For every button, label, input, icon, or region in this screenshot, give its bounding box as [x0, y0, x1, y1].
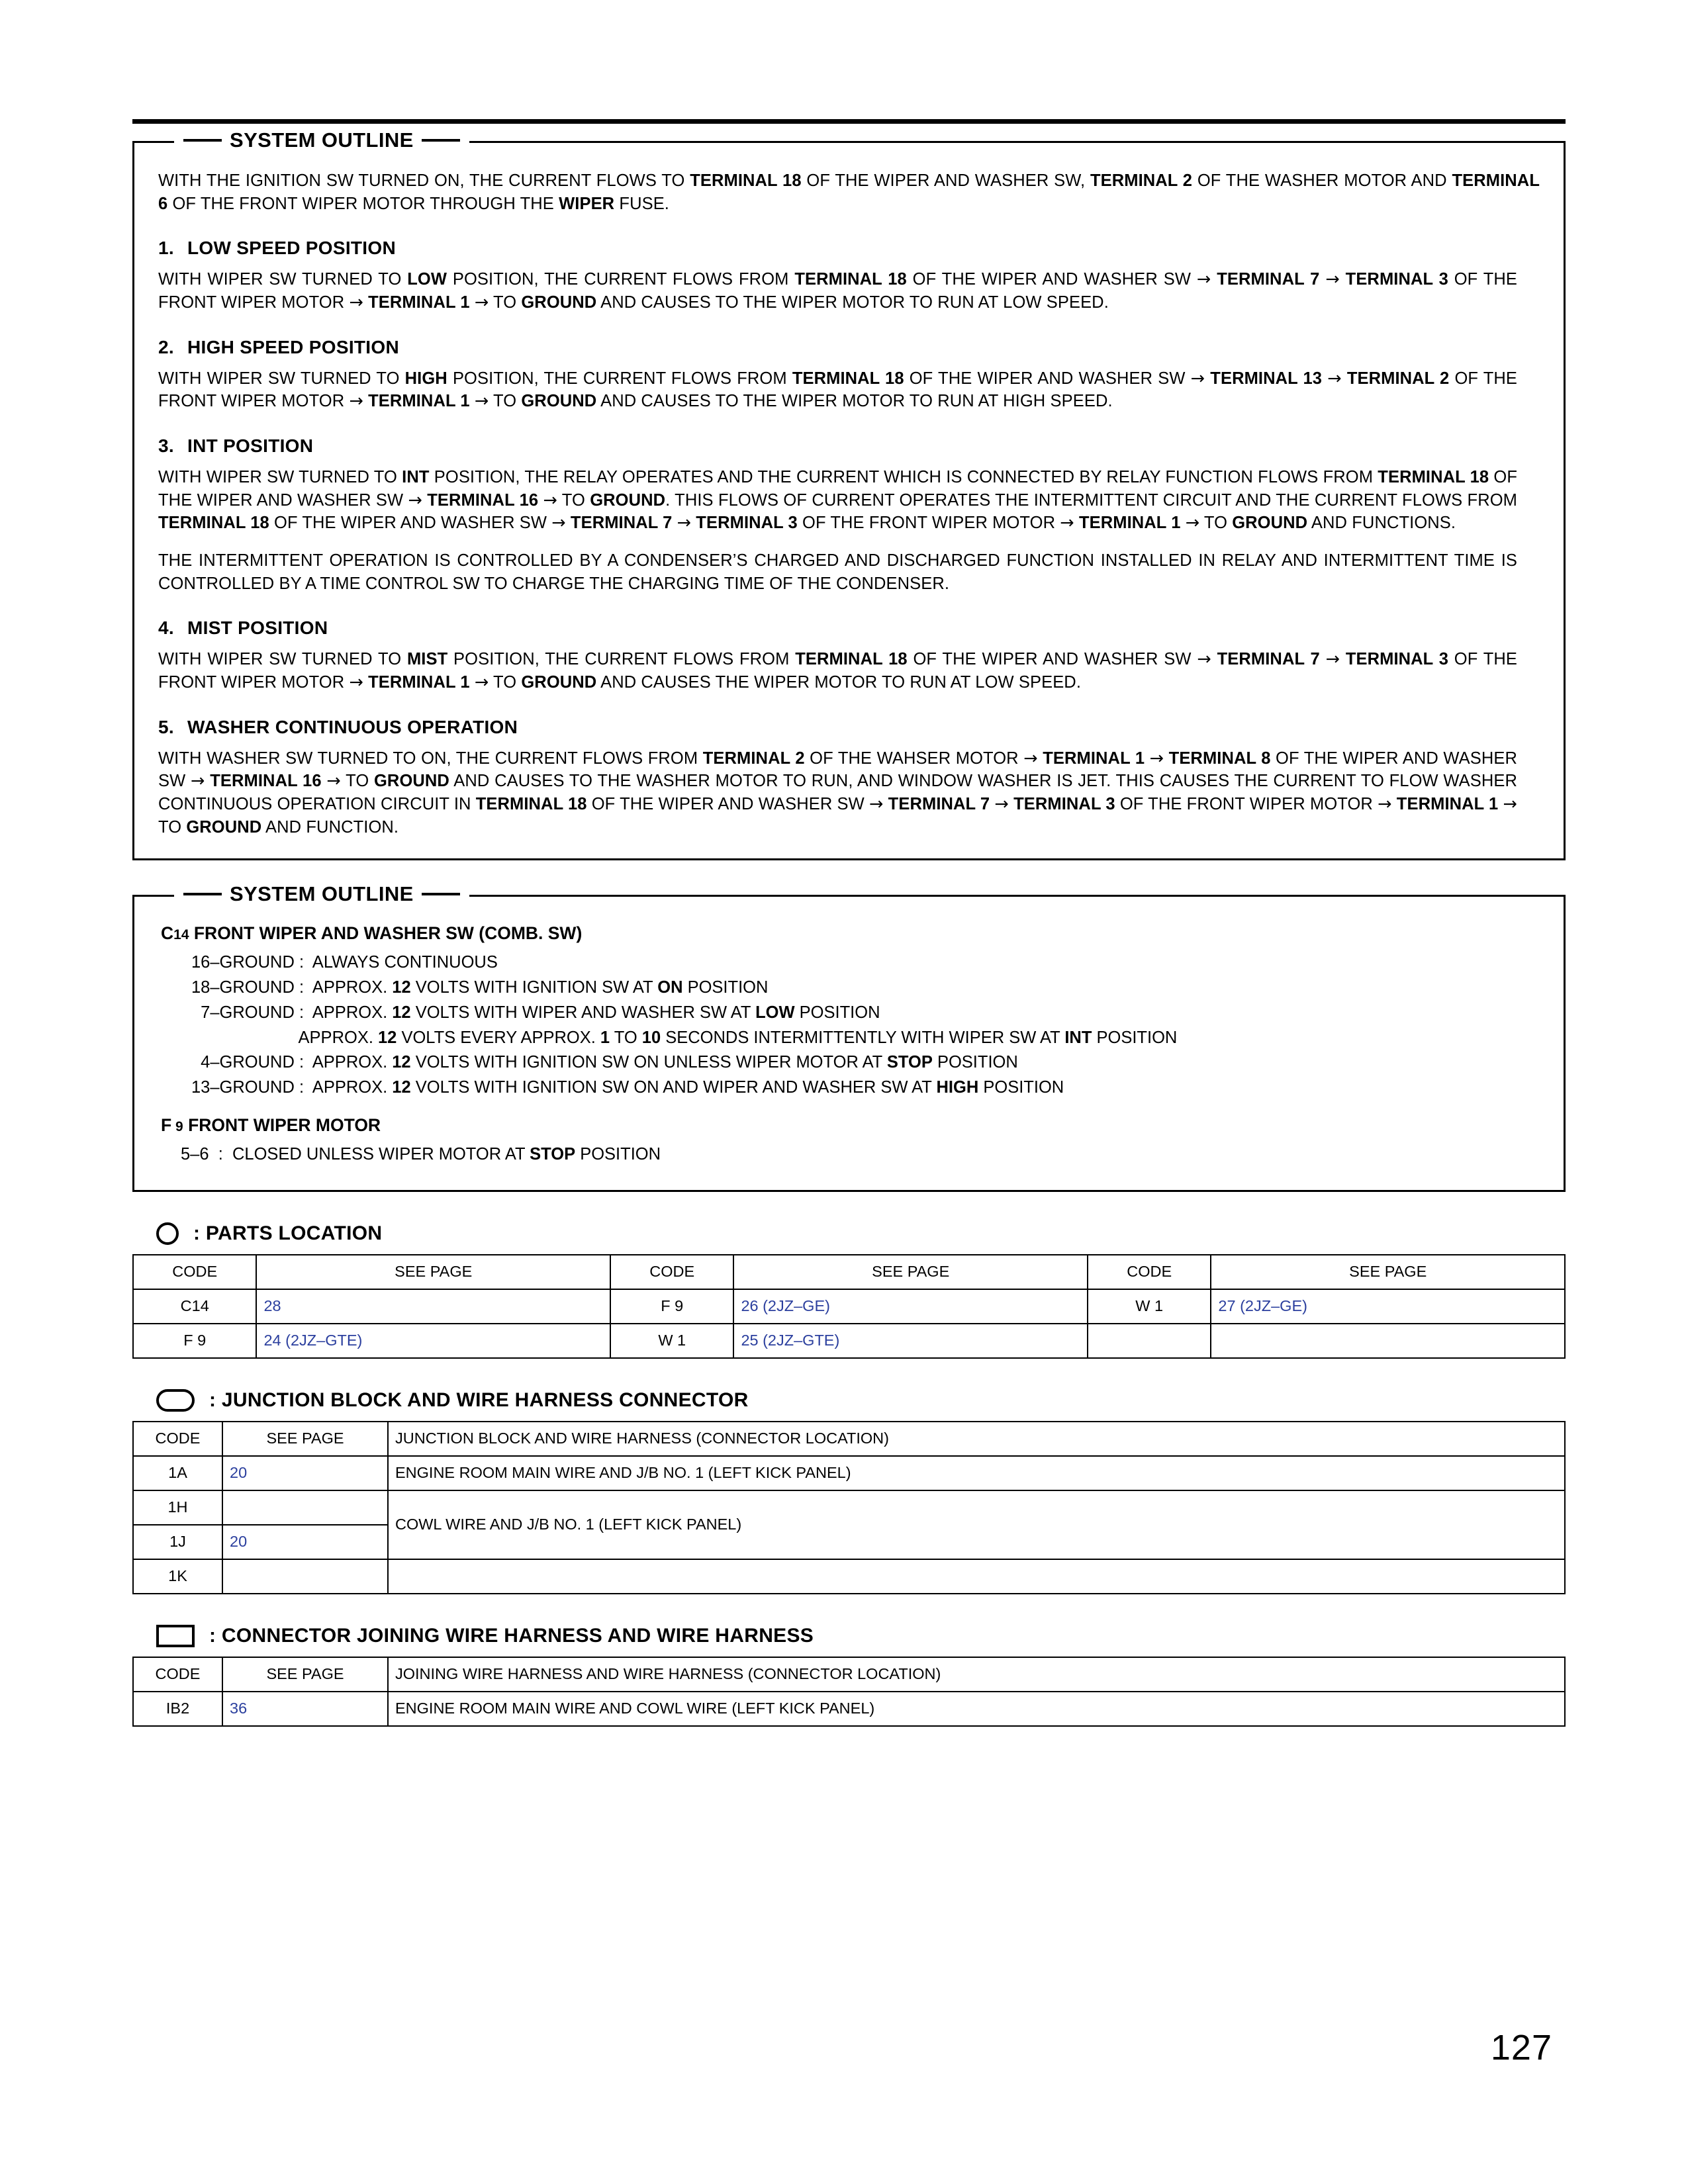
cell-seepage — [222, 1559, 388, 1594]
header-seepage: SEE PAGE — [222, 1657, 388, 1692]
item-3-number: 3. — [158, 435, 174, 457]
connector-f9-code: F 9 — [161, 1115, 183, 1135]
header-location: JOINING WIRE HARNESS AND WIRE HARNESS (CONNECTOR LOCATION) — [388, 1657, 1565, 1692]
junction-block-table — [132, 1421, 1566, 1594]
connector-f9-name: FRONT WIPER MOTOR — [188, 1115, 381, 1135]
parts-location-table — [132, 1254, 1566, 1359]
terminal-values-section — [132, 882, 1566, 1191]
header-seepage-1: SEE PAGE — [256, 1255, 610, 1289]
connector-joining-legend — [132, 1625, 1566, 1647]
cell-seepage[interactable]: 28 — [256, 1289, 610, 1324]
cell-code: F 9 — [610, 1289, 733, 1324]
table-row — [133, 1289, 1565, 1324]
table-header-row — [133, 1657, 1565, 1692]
cell-seepage[interactable]: 20 — [222, 1456, 388, 1490]
cell-seepage[interactable]: 25 (2JZ–GTE) — [733, 1324, 1088, 1358]
cell-seepage[interactable]: 20 — [222, 1525, 388, 1559]
item-5-paragraph: WITH WASHER SW TURNED TO ON, THE CURRENT FLOWS FROM TERMINAL 2 OF THE WAHSER MOTOR → TERMINAL 1 → TERMINAL 8 OF THE WIPER AND WASHER SW → TERMINAL 16 → TO GROUND AND CAUSES TO THE WASHER MOTOR TO RUN, AND WINDOW WASHER IS JET. THIS CAUSES THE CURRENT TO FLOW WASHER CONTINUOUS OPERATION CIRCUIT IN TERMINAL 18 OF THE WIPER AND WASHER SW → TERMINAL 7 → TERMINAL 3 OF THE FRONT WIPER MOTOR → TERMINAL 1 → TO GROUND AND FUNCTION. — [158, 748, 1518, 837]
outline-item-2 — [158, 337, 1540, 413]
table-row — [133, 1324, 1565, 1358]
connector-c14-code: C14 — [161, 923, 189, 944]
parts-location-legend — [132, 1222, 1566, 1245]
circle-icon — [156, 1222, 179, 1245]
item-4-number: 4. — [158, 617, 174, 639]
item-3-title: INT POSITION — [187, 435, 314, 457]
item-2-number: 2. — [158, 336, 174, 357]
cell-code: W 1 — [1088, 1289, 1211, 1324]
top-rule — [132, 119, 1566, 124]
header-code-1: CODE — [133, 1255, 256, 1289]
terminal-values-title: SYSTEM OUTLINE — [230, 882, 414, 906]
table-row — [133, 1692, 1565, 1726]
cell-location: COWL WIRE AND J/B NO. 1 (LEFT KICK PANEL) — [388, 1490, 1565, 1559]
cell-code: 1A — [133, 1456, 222, 1490]
outline-item-5 — [158, 717, 1540, 839]
item-3-paragraph-2: THE INTERMITTENT OPERATION IS CONTROLLED BY A CONDENSER’S CHARGED AND DISCHARGED FUNCTION INSTALLED IN RELAY AND INTERMITTENT TIME IS CONTROLLED BY A TIME CONTROL SW TO CHARGE THE CHARGING TIME OF THE CONDENSER. — [158, 551, 1517, 593]
header-code: CODE — [133, 1657, 222, 1692]
connector-f9-lines — [181, 1142, 1540, 1167]
page-number: 127 — [1490, 2028, 1552, 2068]
cell-code — [1088, 1324, 1211, 1358]
terminal-values-body — [134, 897, 1564, 1189]
parts-location-label: : PARTS LOCATION — [193, 1222, 383, 1244]
item-1-title: LOW SPEED POSITION — [187, 238, 396, 259]
title-dash-left-2 — [183, 893, 222, 895]
item-3-heading — [158, 435, 1540, 457]
header-code-2: CODE — [610, 1255, 733, 1289]
cell-seepage[interactable]: 26 (2JZ–GE) — [733, 1289, 1088, 1324]
rect-icon — [156, 1625, 195, 1647]
cell-code: W 1 — [610, 1324, 733, 1358]
connector-c14-lines — [191, 950, 1540, 1100]
item-4-title: MIST POSITION — [187, 617, 328, 639]
item-4-heading — [158, 617, 1540, 639]
junction-block-legend — [132, 1389, 1566, 1412]
cell-code: 1J — [133, 1525, 222, 1559]
terminal-values-title-wrap — [174, 882, 469, 906]
cell-location: ENGINE ROOM MAIN WIRE AND COWL WIRE (LEFT KICK PANEL) — [388, 1692, 1565, 1726]
item-3-paragraph-1: WITH WIPER SW TURNED TO INT POSITION, THE RELAY OPERATES AND THE CURRENT WHICH IS CONNECTED BY RELAY FUNCTION FLOWS FROM TERMINAL 18 OF THE WIPER AND WASHER SW → TERMINAL 16 → TO GROUND. THIS FLOWS OF CURRENT OPERATES THE INTERMITTENT CIRCUIT AND THE CURRENT FLOWS FROM TERMINAL 18 OF THE WIPER AND WASHER SW → TERMINAL 7 → TERMINAL 3 OF THE FRONT WIPER MOTOR → TERMINAL 1 → TO GROUND AND FUNCTIONS. — [158, 468, 1518, 533]
cell-seepage[interactable]: 27 (2JZ–GE) — [1211, 1289, 1565, 1324]
outline-item-3 — [158, 435, 1540, 595]
cell-code: F 9 — [133, 1324, 256, 1358]
page-content — [132, 119, 1566, 1727]
item-5-heading — [158, 717, 1540, 738]
table-row — [133, 1490, 1565, 1525]
item-1-number: 1. — [158, 238, 174, 259]
item-2-paragraph: WITH WIPER SW TURNED TO HIGH POSITION, THE CURRENT FLOWS FROM TERMINAL 18 OF THE WIPER AND WASHER SW → TERMINAL 13 → TERMINAL 2 OF THE FRONT WIPER MOTOR → TERMINAL 1 → TO GROUND AND CAUSES TO THE WIPER MOTOR TO RUN AT HIGH SPEED. — [158, 368, 1518, 412]
cell-seepage — [222, 1490, 388, 1525]
header-seepage-2: SEE PAGE — [733, 1255, 1088, 1289]
table-row — [133, 1559, 1565, 1594]
item-2-title: HIGH SPEED POSITION — [187, 336, 399, 357]
intro-paragraph: WITH THE IGNITION SW TURNED ON, THE CURRENT FLOWS TO TERMINAL 18 OF THE WIPER AND WASHER SW, TERMINAL 2 OF THE WASHER MOTOR AND TERMINAL 6 OF THE FRONT WIPER MOTOR THROUGH THE WIPER FUSE. — [158, 171, 1540, 213]
connector-f9-heading — [161, 1115, 1540, 1136]
item-5-number: 5. — [158, 716, 174, 737]
c14-line-3: 7–GROUND : APPROX. 12 VOLTS WITH WIPER AND WASHER SW AT LOW POSITION — [191, 1003, 880, 1022]
header-seepage-3: SEE PAGE — [1211, 1255, 1565, 1289]
cell-code: 1K — [133, 1559, 222, 1594]
oval-icon — [156, 1389, 195, 1412]
item-1-heading — [158, 238, 1540, 259]
cell-seepage[interactable]: 24 (2JZ–GTE) — [256, 1324, 610, 1358]
item-1-paragraph: WITH WIPER SW TURNED TO LOW POSITION, THE CURRENT FLOWS FROM TERMINAL 18 OF THE WIPER AND WASHER SW → TERMINAL 7 → TERMINAL 3 OF THE FRONT WIPER MOTOR → TERMINAL 1 → TO GROUND AND CAUSES TO THE WIPER MOTOR TO RUN AT LOW SPEED. — [158, 269, 1518, 313]
cell-seepage[interactable]: 36 — [222, 1692, 388, 1726]
system-outline-title-wrap — [174, 128, 469, 152]
connector-c14-heading — [161, 923, 1540, 944]
title-dash-right — [422, 139, 460, 142]
c14-line-2: 18–GROUND : APPROX. 12 VOLTS WITH IGNITION SW AT ON POSITION — [191, 978, 769, 997]
system-outline-title: SYSTEM OUTLINE — [230, 128, 414, 152]
connector-joining-table — [132, 1657, 1566, 1727]
c14-line-5: 4–GROUND : APPROX. 12 VOLTS WITH IGNITION SW ON UNLESS WIPER MOTOR AT STOP POSITION — [191, 1053, 1018, 1072]
table-header-row — [133, 1422, 1565, 1456]
cell-seepage — [1211, 1324, 1565, 1358]
c14-line-4: APPROX. 12 VOLTS EVERY APPROX. 1 TO 10 SECONDS INTERMITTENTLY WITH WIPER SW AT INT POSITION — [191, 1028, 1178, 1047]
f9-line-1: 5–6 : CLOSED UNLESS WIPER MOTOR AT STOP POSITION — [181, 1144, 661, 1163]
cell-location: ENGINE ROOM MAIN WIRE AND J/B NO. 1 (LEFT KICK PANEL) — [388, 1456, 1565, 1490]
header-code: CODE — [133, 1422, 222, 1456]
item-4-paragraph: WITH WIPER SW TURNED TO MIST POSITION, THE CURRENT FLOWS FROM TERMINAL 18 OF THE WIPER AND WASHER SW → TERMINAL 7 → TERMINAL 3 OF THE FRONT WIPER MOTOR → TERMINAL 1 → TO GROUND AND CAUSES THE WIPER MOTOR TO RUN AT LOW SPEED. — [158, 649, 1518, 693]
outline-item-1 — [158, 238, 1540, 314]
connector-c14-name: FRONT WIPER AND WASHER SW (COMB. SW) — [193, 923, 583, 944]
item-2-heading — [158, 337, 1540, 358]
table-header-row — [133, 1255, 1565, 1289]
item-5-title: WASHER CONTINUOUS OPERATION — [187, 716, 518, 737]
c14-line-1: 16–GROUND : ALWAYS CONTINUOUS — [191, 953, 498, 972]
outline-item-4 — [158, 617, 1540, 694]
header-code-3: CODE — [1088, 1255, 1211, 1289]
connector-joining-label: : CONNECTOR JOINING WIRE HARNESS AND WIRE HARNESS — [209, 1624, 814, 1647]
header-seepage: SEE PAGE — [222, 1422, 388, 1456]
cell-code: C14 — [133, 1289, 256, 1324]
title-dash-right-2 — [422, 893, 460, 895]
cell-code: IB2 — [133, 1692, 222, 1726]
title-dash-left — [183, 139, 222, 142]
cell-location — [388, 1559, 1565, 1594]
system-outline-body — [134, 143, 1564, 858]
c14-line-6: 13–GROUND : APPROX. 12 VOLTS WITH IGNITION SW ON AND WIPER AND WASHER SW AT HIGH POSITION — [191, 1078, 1064, 1097]
table-row — [133, 1456, 1565, 1490]
system-outline-section — [132, 128, 1566, 860]
junction-block-label: : JUNCTION BLOCK AND WIRE HARNESS CONNECTOR — [209, 1388, 749, 1411]
cell-code: 1H — [133, 1490, 222, 1525]
header-location: JUNCTION BLOCK AND WIRE HARNESS (CONNECTOR LOCATION) — [388, 1422, 1565, 1456]
